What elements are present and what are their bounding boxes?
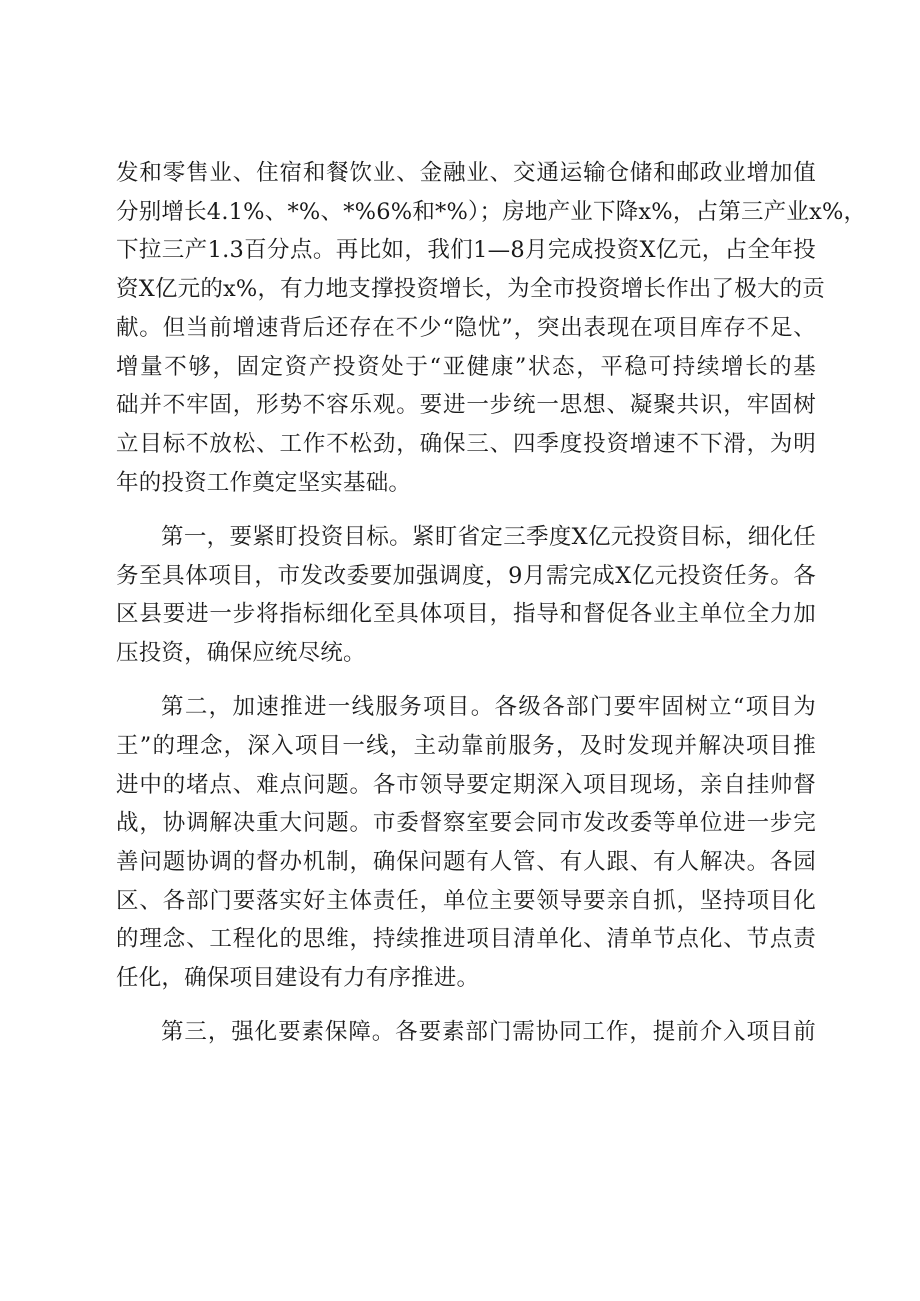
text-line: 第二，加速推进一线服务项目。各级各部门要牢固树立“项目为 [161, 694, 816, 721]
text-line: 战，协调解决重大问题。市委督察室要会同市发改委等单位进一步完 [116, 810, 816, 837]
text-line: 分别增长4.1%、*%、*%6%和*%）；房地产业下降x%，占第三产业x%， [116, 198, 867, 225]
text-line: 区、各部门要落实好主体责任，单位主要领导要亲自抓，坚持项目化 [116, 887, 816, 914]
text-line: 献。但当前增速背后还存在不少“隐忧”，突出表现在项目库存不足、 [116, 314, 816, 341]
text-line: 第一，要紧盯投资目标。紧盯省定三季度X亿元投资目标，细化任 [161, 523, 816, 550]
text-line: 下拉三产1.3百分点。再比如，我们1—8月完成投资X亿元，占全年投 [116, 237, 816, 264]
text-line: 善问题协调的督办机制，确保问题有人管、有人跟、有人解决。各园 [116, 848, 816, 875]
text-line: 的理念、工程化的思维，持续推进项目清单化、清单节点化、节点责 [116, 926, 816, 953]
text-line: 进中的堵点、难点问题。各市领导要定期深入项目现场，亲自挂帅督 [116, 771, 816, 798]
text-line: 础并不牢固，形势不容乐观。要进一步统一思想、凝聚共识，牢固树 [116, 392, 816, 419]
text-line: 王”的理念，深入项目一线，主动靠前服务，及时发现并解决项目推 [116, 732, 816, 759]
text-line: 压投资，确保应统尽统。 [116, 639, 366, 666]
text-line: 任化，确保项目建设有力有序推进。 [116, 965, 480, 991]
text-line: 立目标不放松、工作不松劲，确保三、四季度投资增速不下滑，为明 [116, 430, 816, 457]
text-line: 务至具体项目，市发改委要加强调度，9月需完成X亿元投资任务。各 [116, 562, 816, 589]
text-line: 增量不够，固定资产投资处于“亚健康”状态，平稳可持续增长的基 [116, 353, 816, 380]
text-line: 第三，强化要素保障。各要素部门需协同工作，提前介入项目前 [161, 1019, 816, 1046]
text-line: 发和零售业、住宿和餐饮业、金融业、交通运输仓储和邮政业增加值 [116, 160, 816, 186]
text-line: 年的投资工作奠定坚实基础。 [116, 469, 412, 496]
text-line: 区县要进一步将指标细化至具体项目，指导和督促各业主单位全力加 [116, 601, 816, 628]
text-line: 资X亿元的x%，有力地支撑投资增长，为全市投资增长作出了极大的贡 [116, 276, 825, 303]
